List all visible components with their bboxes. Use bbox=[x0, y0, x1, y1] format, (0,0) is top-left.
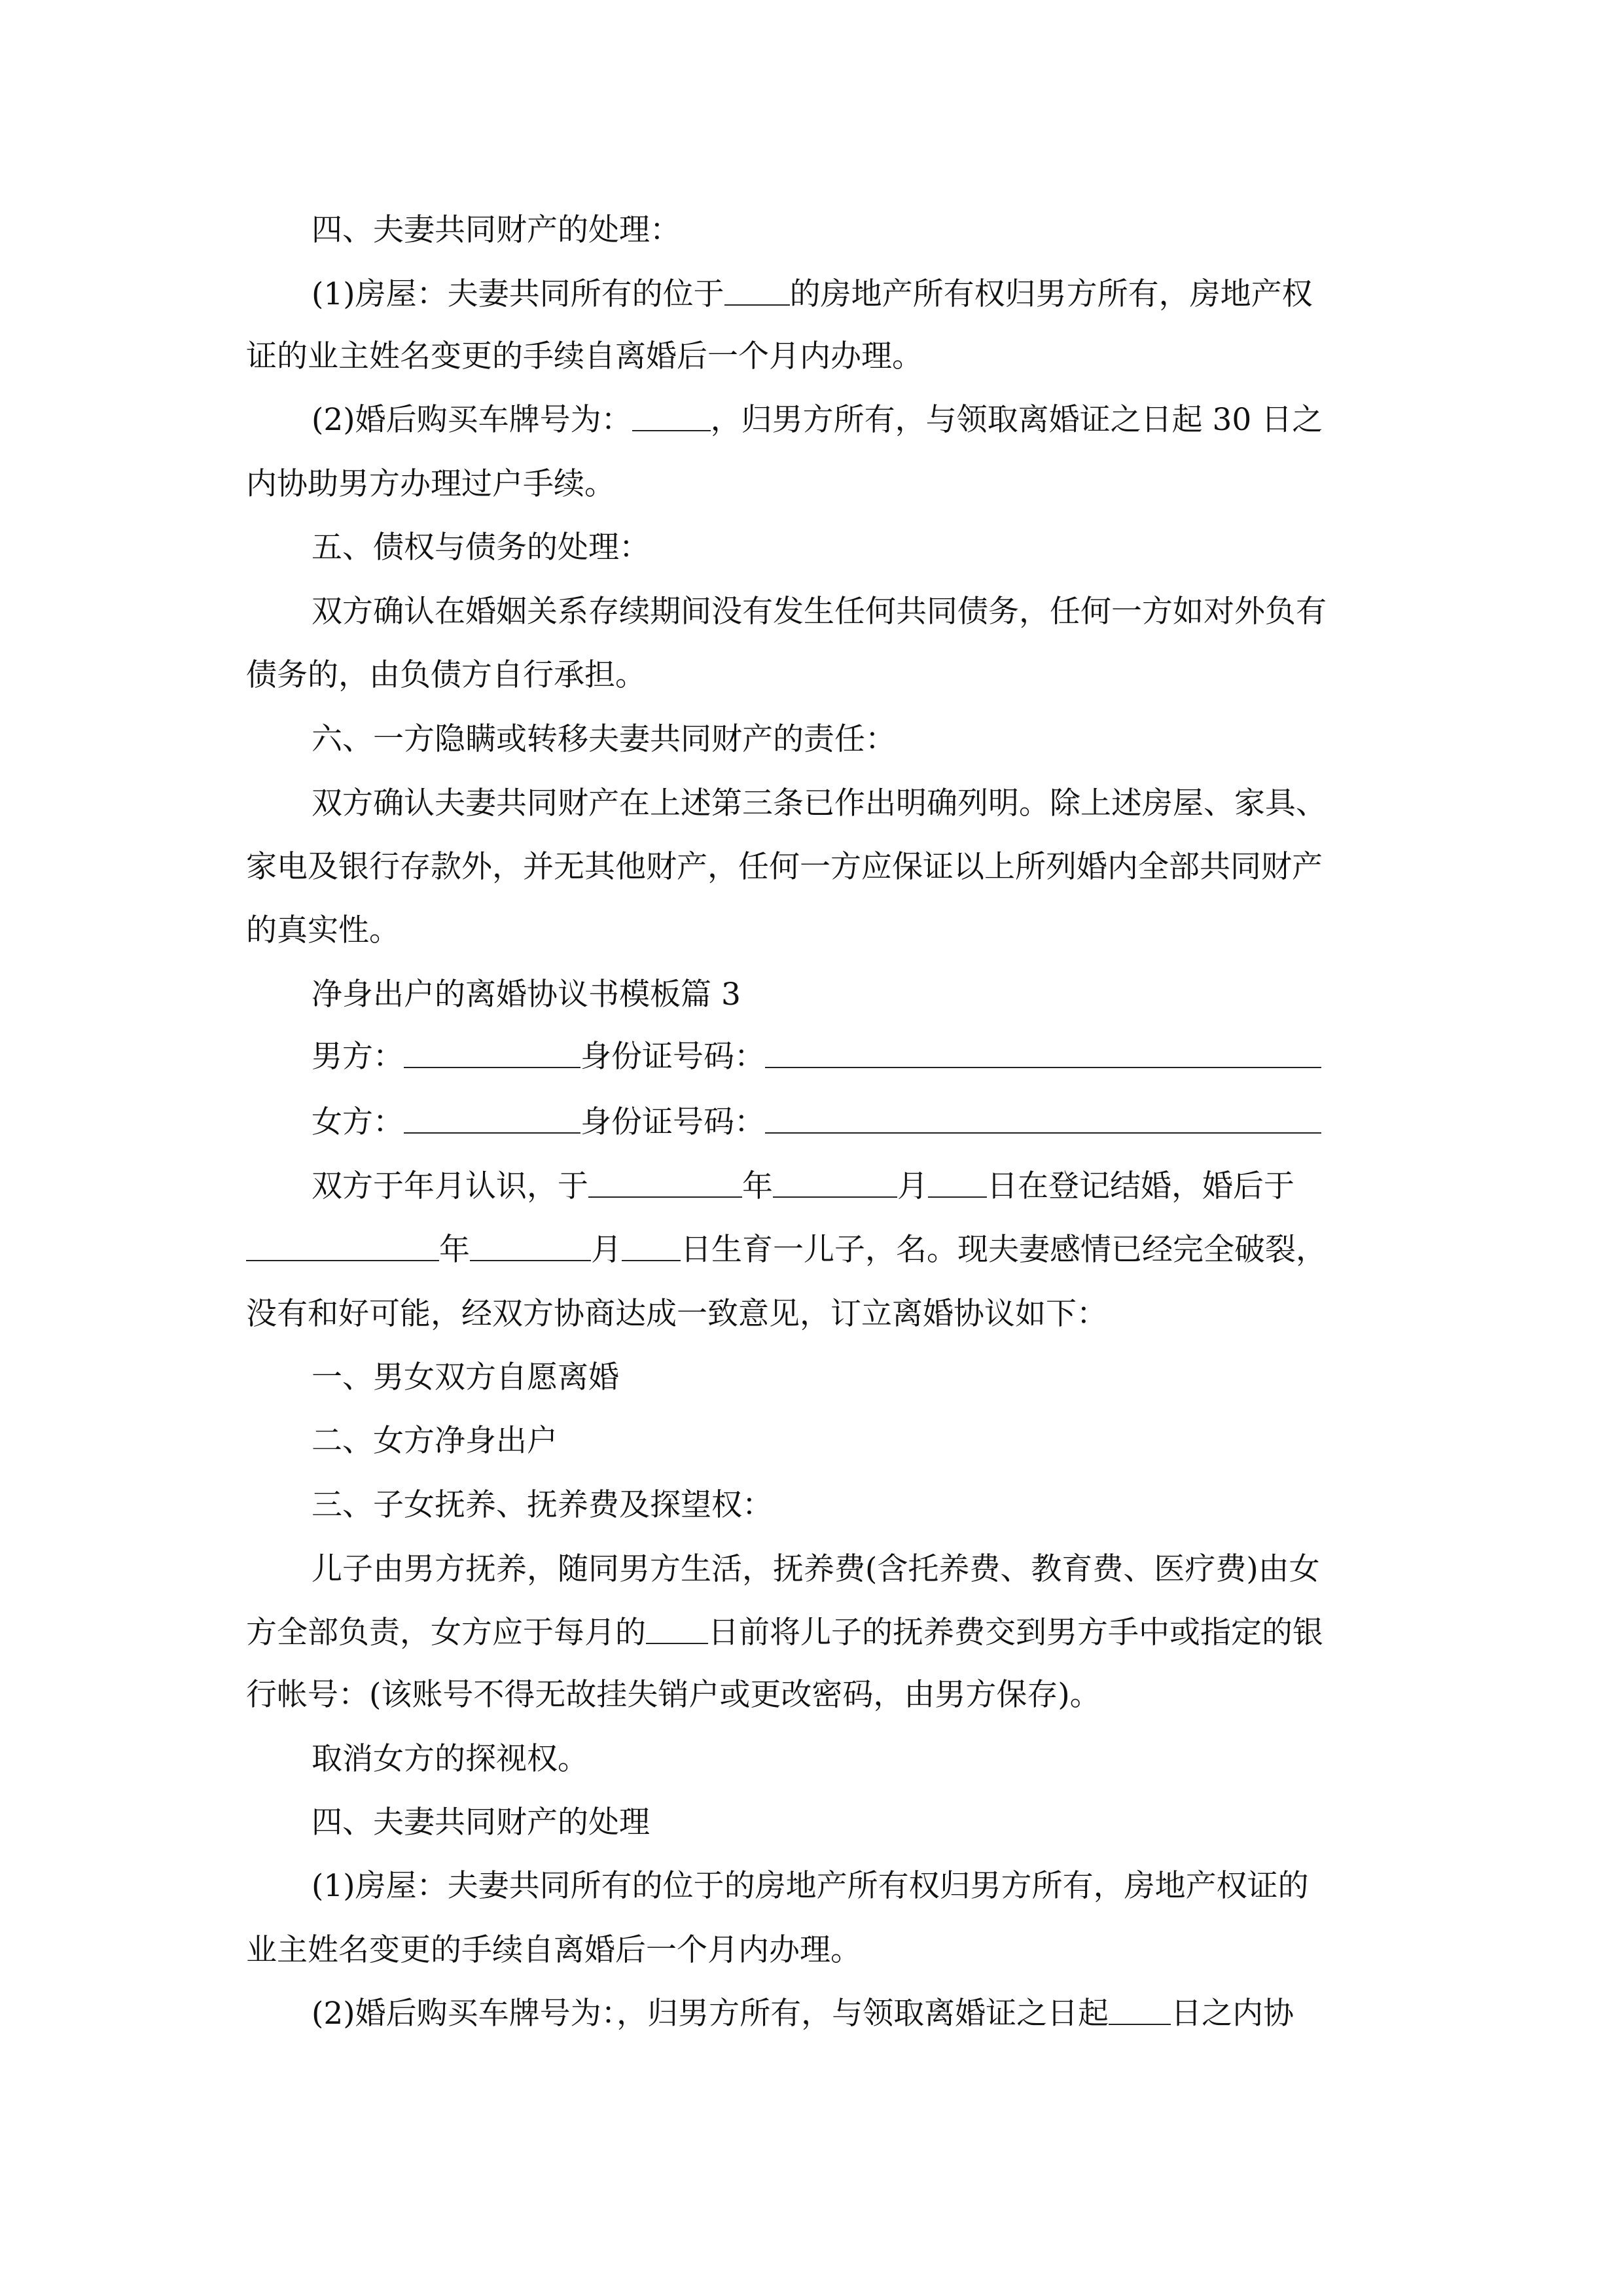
clause-line: 一、男女双方自愿离婚 bbox=[312, 1359, 619, 1395]
blank-underline bbox=[1109, 1995, 1171, 2025]
paragraph-line: 债务的，由负债方自行承担。 bbox=[246, 657, 646, 693]
paragraph-line: 没有和好可能，经双方协商达成一致意见，订立离婚协议如下： bbox=[246, 1296, 1107, 1332]
field-label: 身份证号码： bbox=[580, 1039, 765, 1075]
text-run: 月 bbox=[591, 1232, 622, 1268]
paragraph-line: 行帐号：(该账号不得无故挂失销户或更改密码，由男方保存)。 bbox=[246, 1677, 1101, 1713]
text-run: ，归男方所有，与领取离婚证之日起 30 日之 bbox=[710, 402, 1323, 438]
text-run: 方全部负责，女方应于每月的 bbox=[246, 1615, 646, 1651]
paragraph-line: 证的业主姓名变更的手续自离婚后一个月内办理。 bbox=[246, 338, 923, 374]
blank-underline bbox=[404, 1103, 580, 1134]
blank-underline bbox=[646, 1614, 708, 1644]
section-heading: 四、夫妻共同财产的处理 bbox=[312, 1804, 650, 1840]
blank-underline bbox=[588, 1168, 742, 1198]
form-field-line bbox=[312, 1037, 1385, 1077]
blank-underline bbox=[724, 276, 790, 306]
blank-underline bbox=[632, 401, 711, 431]
text-run: (2)婚后购买车牌号为： bbox=[312, 402, 632, 438]
paragraph-line bbox=[312, 1994, 1385, 2034]
text-run: (1)房屋：夫妻共同所有的位于 bbox=[312, 276, 724, 312]
text-run: 日之内协 bbox=[1171, 1996, 1294, 2032]
field-label: 身份证号码： bbox=[580, 1104, 765, 1140]
text-run: 日前将儿子的抚养费交到男方手中或指定的银 bbox=[708, 1615, 1323, 1651]
section-heading: 三、子女抚养、抚养费及探望权： bbox=[312, 1487, 773, 1523]
text-run: 年 bbox=[742, 1168, 773, 1204]
blank-underline bbox=[773, 1168, 897, 1198]
paragraph-line bbox=[312, 275, 1385, 314]
paragraph-line: (1)房屋：夫妻共同所有的位于的房地产所有权归男方所有，房地产权证的 bbox=[312, 1868, 1309, 1904]
text-run: 月 bbox=[897, 1168, 928, 1204]
text-run: 双方于年月认识，于 bbox=[312, 1168, 588, 1204]
template-title: 净身出户的离婚协议书模板篇 3 bbox=[312, 977, 741, 1013]
text-run: 的房地产所有权归男方所有，房地产权 bbox=[789, 276, 1313, 312]
paragraph-line: 双方确认在婚姻关系存续期间没有发生任何共同债务，任何一方如对外负有 bbox=[312, 594, 1327, 630]
field-label: 女方： bbox=[312, 1104, 404, 1140]
blank-underline bbox=[470, 1231, 591, 1261]
blank-underline bbox=[404, 1038, 580, 1068]
field-label: 男方： bbox=[312, 1039, 404, 1075]
blank-underline bbox=[765, 1038, 1321, 1068]
paragraph-line: 内协助男方办理过户手续。 bbox=[246, 466, 615, 502]
blank-underline bbox=[246, 1231, 439, 1261]
text-run: 年 bbox=[439, 1232, 470, 1268]
paragraph-line: 儿子由男方抚养，随同男方生活，抚养费(含托养费、教育费、医疗费)由女 bbox=[312, 1551, 1320, 1587]
blank-underline bbox=[765, 1103, 1321, 1134]
paragraph-line: 双方确认夫妻共同财产在上述第三条已作出明确列明。除上述房屋、家具、 bbox=[312, 785, 1327, 821]
blank-underline bbox=[928, 1168, 987, 1198]
paragraph-line bbox=[312, 401, 1385, 440]
form-field-line bbox=[312, 1103, 1385, 1142]
paragraph-line bbox=[312, 1167, 1385, 1206]
text-run: (2)婚后购买车牌号为：，归男方所有，与领取离婚证之日起 bbox=[312, 1996, 1109, 2032]
paragraph-line bbox=[246, 1613, 1385, 1653]
text-run: 日生育一儿子，名。现夫妻感情已经完全破裂， bbox=[681, 1232, 1327, 1268]
paragraph-line: 业主姓名变更的手续自离婚后一个月内办理。 bbox=[246, 1932, 861, 1968]
paragraph-line bbox=[246, 1230, 1385, 1270]
section-heading: 四、夫妻共同财产的处理： bbox=[312, 212, 681, 248]
text-run: 日在登记结婚，婚后于 bbox=[987, 1168, 1294, 1204]
paragraph-line: 取消女方的探视权。 bbox=[312, 1741, 588, 1777]
clause-line: 二、女方净身出户 bbox=[312, 1423, 558, 1459]
paragraph-line: 家电及银行存款外，并无其他财产，任何一方应保证以上所列婚内全部共同财产 bbox=[246, 849, 1323, 885]
section-heading: 五、债权与债务的处理： bbox=[312, 529, 650, 565]
blank-underline bbox=[622, 1231, 681, 1261]
section-heading: 六、一方隐瞒或转移夫妻共同财产的责任： bbox=[312, 721, 896, 757]
paragraph-line: 的真实性。 bbox=[246, 912, 400, 948]
